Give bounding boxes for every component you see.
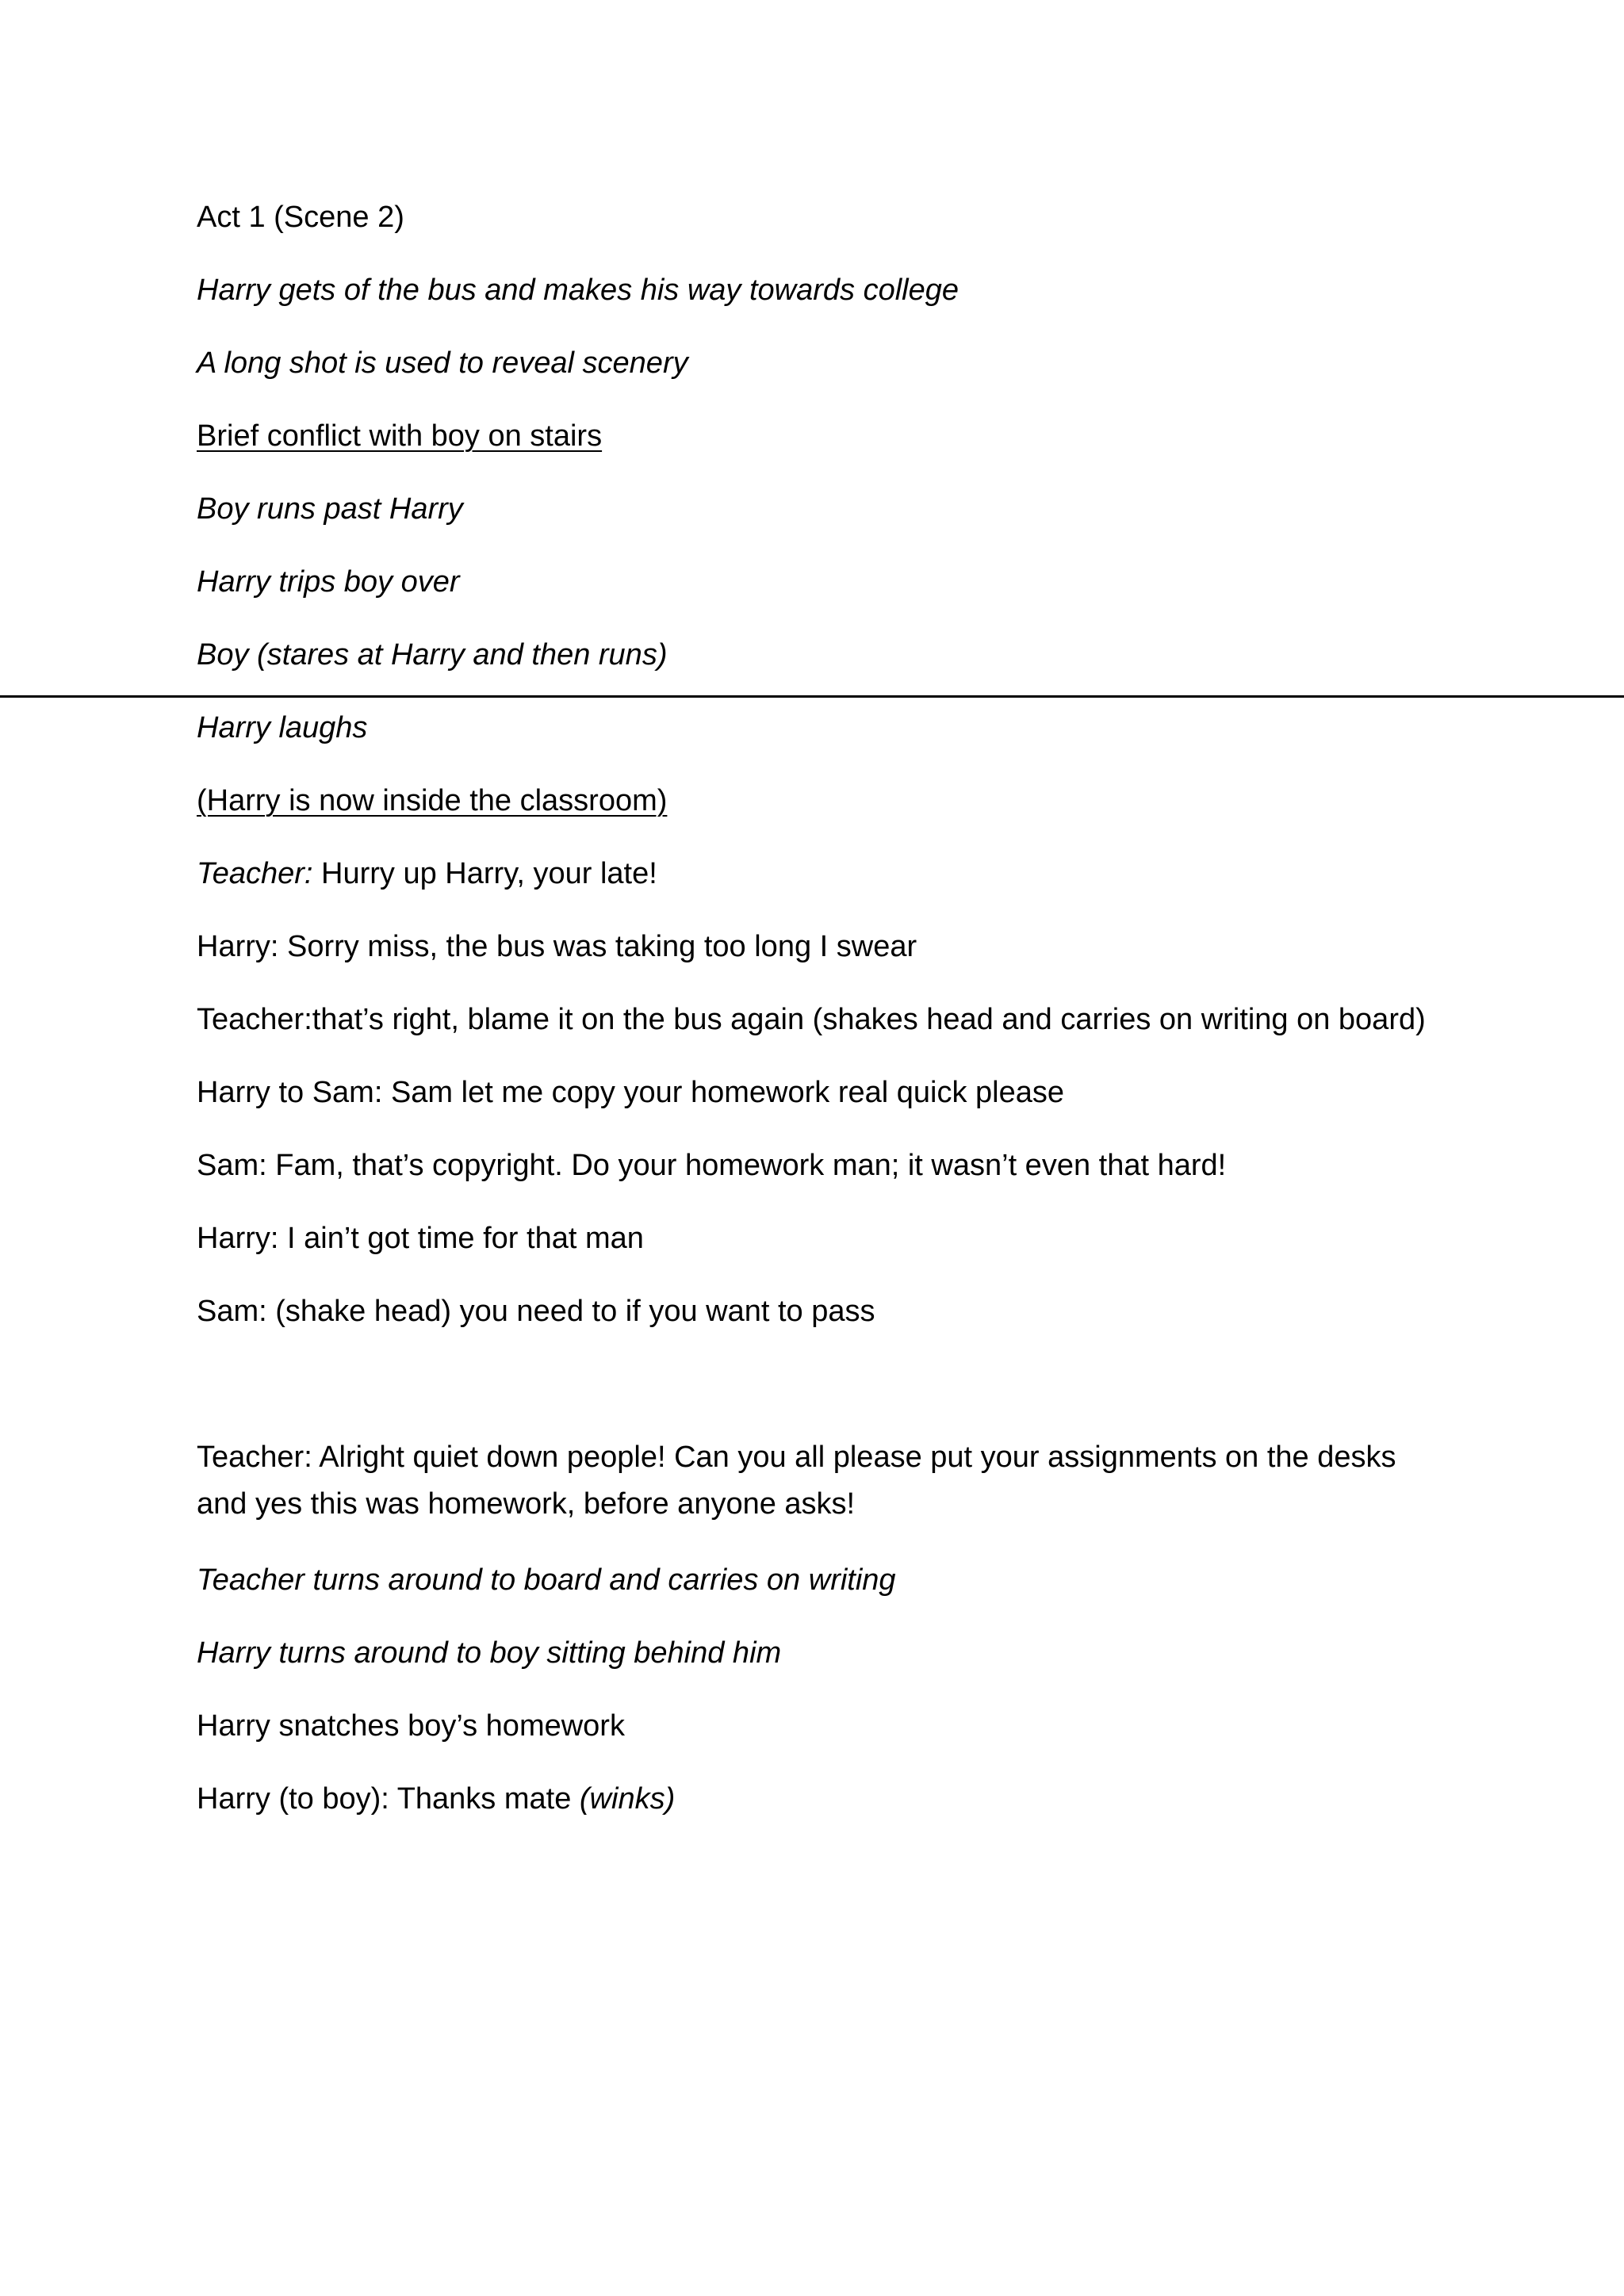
dialogue-teacher-bus: Teacher:that’s right, blame it on the bus again (shakes head and carries on writing on board) [197,1003,1426,1036]
dialogue-text: Hurry up Harry, your late! [312,857,657,890]
stage-direction-boy-runs: Boy runs past Harry [197,492,463,526]
stage-direction-bus: Harry gets of the bus and makes his way towards college [197,274,959,307]
aside-winks: (winks) [579,1782,676,1816]
dialogue-teacher-hurry [197,851,657,897]
action-harry-snatches: Harry snatches boy’s homework [197,1709,625,1743]
dialogue-harry-copy: Harry to Sam: Sam let me copy your homework real quick please [197,1076,1064,1109]
stage-direction-boy-stares: Boy (stares at Harry and then runs) [197,638,668,672]
scene-note-classroom: (Harry is now inside the classroom) [197,784,668,817]
horizontal-divider [0,695,1624,698]
stage-direction-harry-laughs: Harry laughs [197,711,368,744]
dialogue-sam-pass: Sam: (shake head) you need to if you want to pass [197,1295,875,1328]
dialogue-teacher-quiet-line2: and yes this was homework, before anyone asks! [197,1487,856,1521]
stage-direction-teacher-turns: Teacher turns around to board and carries on writing [197,1563,896,1597]
dialogue-teacher-quiet-line1: Teacher: Alright quiet down people! Can you all please put your assignments on the desks [197,1441,1396,1474]
dialogue-sam-copyright: Sam: Fam, that’s copyright. Do your homework man; it wasn’t even that hard! [197,1149,1227,1182]
scene-note-conflict: Brief conflict with boy on stairs [197,419,603,453]
stage-direction-long-shot: A long shot is used to reveal scenery [197,346,688,380]
dialogue-harry-sorry: Harry: Sorry miss, the bus was taking too long I swear [197,930,917,963]
stage-direction-trip: Harry trips boy over [197,565,460,599]
scene-heading: Act 1 (Scene 2) [197,201,404,234]
dialogue-harry-thanks [197,1776,675,1822]
dialogue-text: Harry (to boy): Thanks mate [197,1782,580,1816]
stage-direction-harry-turns: Harry turns around to boy sitting behind him [197,1636,782,1670]
speaker-teacher: Teacher: [197,857,313,890]
dialogue-harry-no-time: Harry: I ain’t got time for that man [197,1222,644,1255]
